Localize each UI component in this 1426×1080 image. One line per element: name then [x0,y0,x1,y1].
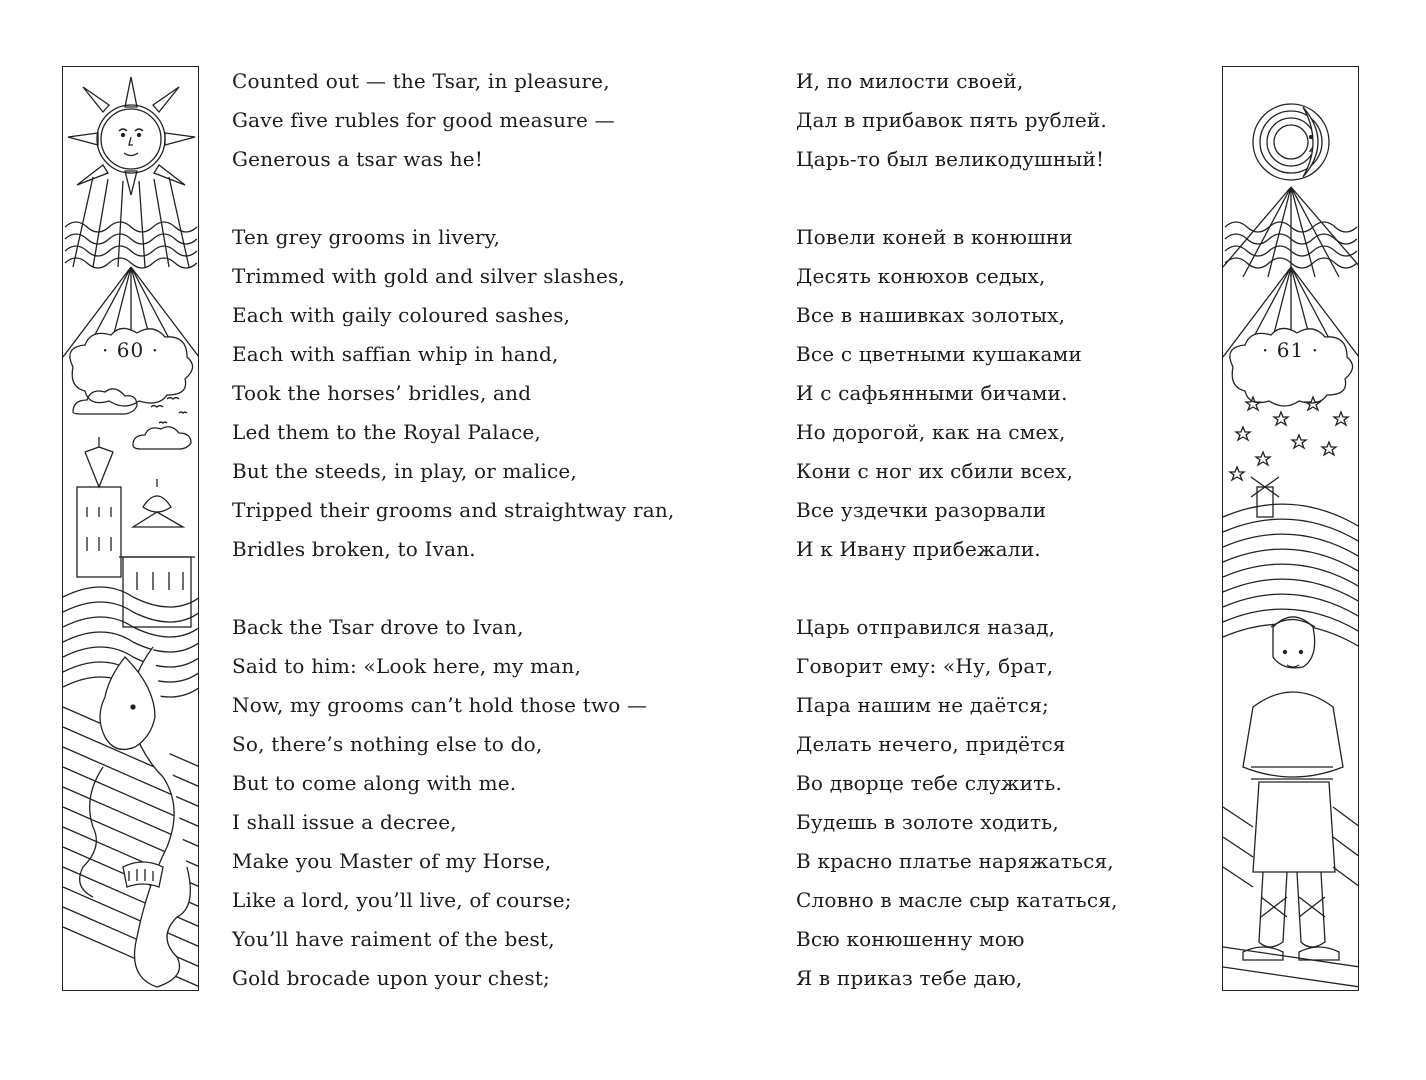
verse-line: Я в приказ тебе даю, [796,966,1023,990]
verse-line: Gave five rubles for good measure — [232,108,615,132]
verse-line: Царь-то был великодушный! [796,147,1105,171]
moon-peasant-illustration [1223,67,1359,991]
verse-line: Took the horses’ bridles, and [232,381,532,405]
verse-line: Each with gaily coloured sashes, [232,303,571,327]
verse-line: Делать нечего, придётся [796,732,1066,756]
sun-village-illustration [63,67,199,991]
verse-line: Led them to the Royal Palace, [232,420,541,444]
verse-line: Но дорогой, как на смех, [796,420,1066,444]
verse-line: Пара нашим не даётся; [796,693,1049,717]
verse-line: Trimmed with gold and silver slashes, [232,264,626,288]
verse-line: Всю конюшенну мою [796,927,1025,951]
verse-line: Counted out — the Tsar, in pleasure, [232,69,610,93]
verse-line: Царь отправился назад, [796,615,1056,639]
verse-line: But the steeds, in play, or malice, [232,459,577,483]
verse-line: But to come along with me. [232,771,517,795]
verse-line: Gold brocade upon your chest; [232,966,550,990]
verse-line: Кони с ног их сбили всех, [796,459,1074,483]
verse-line: И к Ивану прибежали. [796,537,1041,561]
verse-line: Все в нашивках золотых, [796,303,1066,327]
verse-line: I shall issue a decree, [232,810,457,834]
verse-line: Говорит ему: «Ну, брат, [796,654,1054,678]
verse-line: Ten grey grooms in livery, [232,225,501,249]
english-verse-column [232,62,675,998]
verse-line: Будешь в золоте ходить, [796,810,1059,834]
verse-line: Bridles broken, to Ivan. [232,537,476,561]
verse-line: Like a lord, you’ll live, of course; [232,888,572,912]
verse-line: Make you Master of my Horse, [232,849,552,873]
verse-line: И, по милости своей, [796,69,1024,93]
verse-line: Во дворце тебе служить. [796,771,1063,795]
page-number-left: · 60 · [102,338,159,362]
verse-line: Tripped their grooms and straightway ran, [232,498,675,522]
verse-line: Back the Tsar drove to Ivan, [232,615,524,639]
verse-line: Generous a tsar was he! [232,147,484,171]
russian-verse-column [796,62,1126,998]
verse-line: Все уздечки разорвали [796,498,1047,522]
verse-line: Each with saffian whip in hand, [232,342,559,366]
verse-line: Said to him: «Look here, my man, [232,654,582,678]
verse-line: И с сафьянными бичами. [796,381,1068,405]
sun-icon [68,77,195,195]
verse-line: Десять конюхов седых, [796,264,1046,288]
verse-line: Словно в масле сыр кататься, [796,888,1118,912]
verse-line: Повели коней в конюшни [796,225,1073,249]
verse-line: Все с цветными кушаками [796,342,1082,366]
verse-line: Дал в прибавок пять рублей. [796,108,1107,132]
left-illustration-panel [62,66,199,991]
verse-line: Now, my grooms can’t hold those two — [232,693,648,717]
moon-icon [1253,104,1329,180]
verse-line: So, there’s nothing else to do, [232,732,543,756]
verse-line: В красно платье наряжаться, [796,849,1114,873]
page-number-right: · 61 · [1262,338,1319,362]
right-illustration-panel [1222,66,1359,991]
verse-line: You’ll have raiment of the best, [232,927,555,951]
